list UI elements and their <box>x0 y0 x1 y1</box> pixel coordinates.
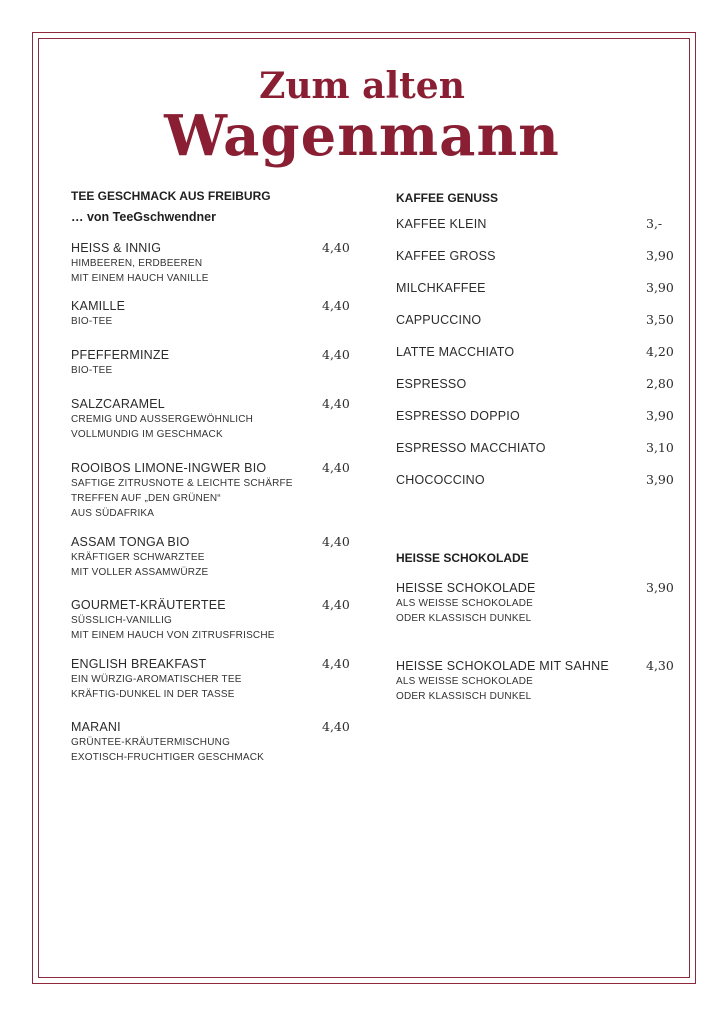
tea-item-name: ENGLISH BREAKFAST <box>71 657 207 671</box>
logo-line-1: Zum alten <box>259 65 465 107</box>
tea-item-desc: HIMBEEREN, ERDBEEREN <box>71 258 203 269</box>
tea-item <box>71 656 361 702</box>
coffee-item-price: 3,90 <box>646 472 674 487</box>
coffee-item <box>396 216 686 232</box>
chocolate-item <box>396 658 686 704</box>
tea-item-name: HEISS & INNIG <box>71 241 162 255</box>
tea-item-name: GOURMET-KRÄUTERTEE <box>71 598 226 612</box>
tea-item-price: 4,40 <box>322 656 350 671</box>
coffee-item-price: 3,10 <box>646 440 674 455</box>
tea-item-desc: MIT EINEM HAUCH VON ZITRUSFRISCHE <box>71 630 275 641</box>
tea-item-name: ROOIBOS LIMONE-INGWER BIO <box>71 461 267 475</box>
chocolate-item-price: 3,90 <box>646 580 674 595</box>
tea-item-name: PFEFFERMINZE <box>71 348 170 362</box>
coffee-item-price: 4,20 <box>646 344 674 359</box>
tea-item-name: SALZCARAMEL <box>71 397 165 411</box>
tea-item-desc: EIN WÜRZIG-AROMATISCHER TEE <box>71 674 242 685</box>
coffee-item-price: 3,50 <box>646 312 674 327</box>
coffee-item-name: LATTE MACCHIATO <box>396 345 515 359</box>
tea-item-name: KAMILLE <box>71 299 126 313</box>
chocolate-item-name: HEISSE SCHOKOLADE <box>396 581 536 595</box>
tea-item <box>71 719 361 765</box>
coffee-item <box>396 440 686 456</box>
chocolate-section-title: HEISSE SCHOKOLADE <box>396 551 529 565</box>
tea-section-title: TEE GESCHMACK AUS FREIBURG <box>71 189 271 203</box>
tea-item-desc: BIO-TEE <box>71 365 113 376</box>
coffee-item-price: 3,- <box>646 216 663 231</box>
tea-item-price: 4,40 <box>322 396 350 411</box>
tea-item <box>71 347 361 378</box>
coffee-item-name: ESPRESSO <box>396 377 467 391</box>
coffee-item-price: 2,80 <box>646 376 674 391</box>
tea-item-desc: MIT VOLLER ASSAMWÜRZE <box>71 567 209 578</box>
chocolate-item-desc: ODER KLASSISCH DUNKEL <box>396 691 532 702</box>
coffee-item-price: 3,90 <box>646 248 674 263</box>
tea-item-desc: VOLLMUNDIG IM GESCHMACK <box>71 429 223 440</box>
coffee-item-name: KAFFEE KLEIN <box>396 217 487 231</box>
chocolate-item-desc: ODER KLASSISCH DUNKEL <box>396 613 532 624</box>
coffee-item <box>396 312 686 328</box>
coffee-item <box>396 344 686 360</box>
coffee-item-name: ESPRESSO DOPPIO <box>396 409 520 423</box>
chocolate-item-desc: ALS WEISSE SCHOKOLADE <box>396 598 534 609</box>
tea-item-desc: TREFFEN AUF „DEN GRÜNEN“ <box>71 493 221 504</box>
tea-item <box>71 240 361 286</box>
coffee-section-title: KAFFEE GENUSS <box>396 191 499 205</box>
coffee-item-price: 3,90 <box>646 280 674 295</box>
tea-item-price: 4,40 <box>322 597 350 612</box>
coffee-item-name: CHOCOCCINO <box>396 473 485 487</box>
tea-section <box>71 188 361 765</box>
tea-item <box>71 298 361 329</box>
coffee-item <box>396 376 686 392</box>
tea-item-name: MARANI <box>71 720 121 734</box>
chocolate-item-name: HEISSE SCHOKOLADE MIT SAHNE <box>396 659 609 673</box>
coffee-item-name: KAFFEE GROSS <box>396 249 496 263</box>
tea-item-price: 4,40 <box>322 347 350 362</box>
tea-item <box>71 396 361 442</box>
tea-item-desc: CREMIG UND AUSSERGEWÖHNLICH <box>71 414 254 425</box>
tea-item-desc: KRÄFTIGER SCHWARZTEE <box>71 552 205 563</box>
tea-item <box>71 597 361 643</box>
coffee-item <box>396 472 686 488</box>
coffee-item-name: CAPPUCCINO <box>396 313 482 327</box>
tea-item-desc: KRÄFTIG-DUNKEL IN DER TASSE <box>71 689 235 700</box>
tea-item-price: 4,40 <box>322 534 350 549</box>
coffee-item-name: MILCHKAFFEE <box>396 281 486 295</box>
tea-item-desc: MIT EINEM HAUCH VANILLE <box>71 273 209 284</box>
tea-item-desc: EXOTISCH-FRUCHTIGER GESCHMACK <box>71 752 265 763</box>
tea-item-desc: SAFTIGE ZITRUSNOTE & LEICHTE SCHÄRFE <box>71 478 293 489</box>
tea-section-subtitle: … von TeeGschwendner <box>71 210 216 224</box>
tea-item-price: 4,40 <box>322 719 350 734</box>
tea-item-desc: AUS SÜDAFRIKA <box>71 508 155 519</box>
coffee-item-name: ESPRESSO MACCHIATO <box>396 441 546 455</box>
tea-item-desc: BIO-TEE <box>71 316 113 327</box>
coffee-item <box>396 408 686 424</box>
coffee-section <box>396 190 686 704</box>
tea-item-desc: SÜSSLICH-VANILLIG <box>71 615 173 626</box>
tea-item <box>71 534 361 580</box>
coffee-item <box>396 248 686 264</box>
tea-item <box>71 460 361 521</box>
chocolate-item-desc: ALS WEISSE SCHOKOLADE <box>396 676 534 687</box>
logo-line-2: Wagenmann <box>164 103 560 169</box>
chocolate-item-price: 4,30 <box>646 658 674 673</box>
tea-item-name: ASSAM TONGA BIO <box>71 535 190 549</box>
tea-item-price: 4,40 <box>322 240 350 255</box>
tea-item-desc: GRÜNTEE-KRÄUTERMISCHUNG <box>71 737 231 748</box>
tea-item-price: 4,40 <box>322 460 350 475</box>
coffee-item <box>396 280 686 296</box>
chocolate-item <box>396 580 686 626</box>
tea-item-price: 4,40 <box>322 298 350 313</box>
coffee-item-price: 3,90 <box>646 408 674 423</box>
